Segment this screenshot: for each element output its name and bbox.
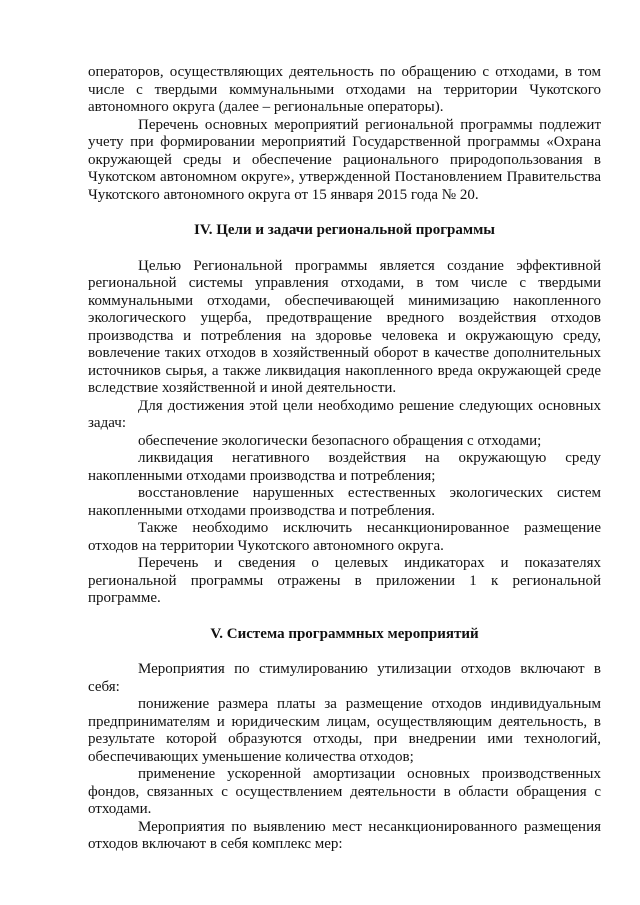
section-5-paragraph-1: Мероприятия по стимулированию утилизации отходов включают в себя: [88, 661, 601, 695]
section-4-task-3: восстановление нарушенных естественных экологических систем накопленными отходами производства и потребления. [88, 485, 601, 519]
intro-paragraph-2: Перечень основных мероприятий региональной программы подлежит учету при формировании мероприятий Государственной программы «Охрана окружающей среды и обеспечение рационального природопользования в Чукотском автономном округе», утвержденной Постановлением Правительства Чукотского автономного округа от 15 января 2015 года № 20. [88, 116, 601, 203]
section-5-paragraph-2: понижение размера платы за размещение отходов индивидуальным предпринимателям и юридическим лицам, осуществляющим деятельность, в результате которой образуются отходы, при внедрении ими технологий, обеспечивающих уменьшение количества отходов; [88, 696, 601, 765]
section-5-paragraph-4: Мероприятия по выявлению мест несанкционированного размещения отходов включают в себя комплекс мер: [88, 818, 601, 852]
section-4-paragraph-1: Целью Региональной программы является создание эффективной региональной системы управления отходами, в том числе с твердыми коммунальными отходами, обеспечивающей минимизацию накопленного экологического ущерба, предотвращение вредного воздействия отходов производства и потребления на здоровье человека и окружающую среду, вовлечение таких отходов в хозяйственный оборот в качестве дополнительных источников сырья, а также ликвидация накопленного вреда окружающей среде вследствие хозяйственной и иной деятельности. [88, 257, 601, 396]
intro-paragraph-1: операторов, осуществляющих деятельность по обращению с отходами, в том числе с твердыми коммунальными отходами на территории Чукотского автономного округа (далее – региональные операторы). [88, 64, 601, 115]
section-5-paragraph-3: применение ускоренной амортизации основных производственных фондов, связанных с осуществлением деятельности в области обращения с отходами. [88, 766, 601, 817]
section-4-heading: IV. Цели и задачи региональной программы [193, 222, 496, 238]
section-4-task-1: обеспечение экологически безопасного обращения с отходами; [138, 432, 542, 449]
section-4-paragraph-7: Перечень и сведения о целевых индикаторах и показателях региональной программы отражены в приложении 1 к региональной программе. [88, 555, 601, 606]
section-4-task-2: ликвидация негативного воздействия на окружающую среду накопленными отходами производства и потребления; [88, 450, 601, 484]
section-4-paragraph-2: Для достижения этой цели необходимо решение следующих основных задач: [88, 397, 601, 431]
section-4-paragraph-6: Также необходимо исключить несанкционированное размещение отходов на территории Чукотского автономного округа. [88, 520, 601, 554]
section-5-heading: V. Система программных мероприятий [210, 625, 479, 642]
page-body [88, 64, 601, 854]
